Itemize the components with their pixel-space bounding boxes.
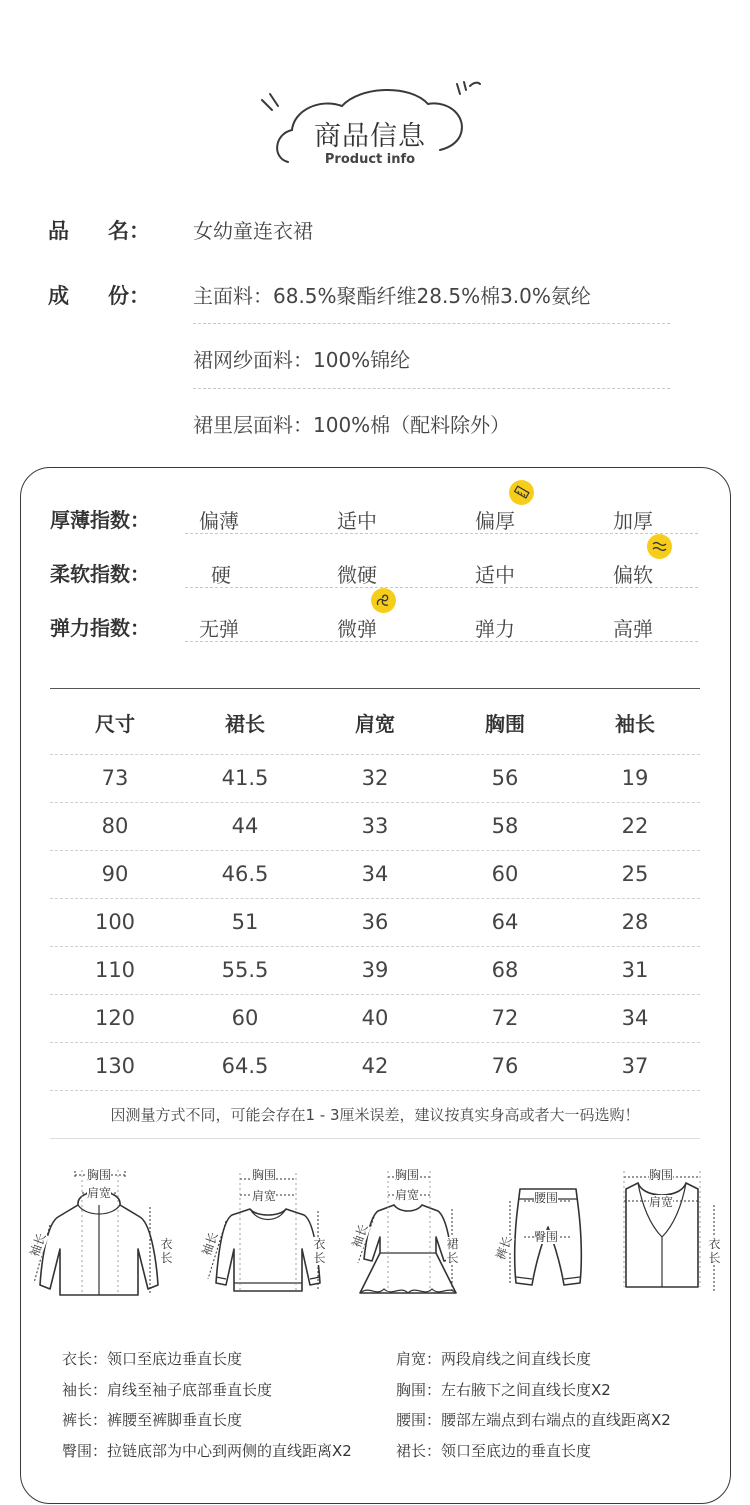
elasticity-option: 弹力 (475, 617, 515, 641)
table-cell: 40 (361, 1006, 389, 1030)
length-label: 衣 长 (708, 1237, 721, 1265)
length-label: 衣 长 (313, 1237, 326, 1265)
table-cell: 64.5 (221, 1054, 269, 1078)
table-cell: 120 (94, 1006, 136, 1030)
table-cell: 68 (491, 958, 519, 982)
waist-label: 腰围 (534, 1191, 559, 1205)
table-cell: 58 (491, 814, 519, 838)
table-cell: 41.5 (221, 766, 269, 790)
table-cell: 60 (491, 862, 519, 886)
vest-icon (612, 1165, 727, 1300)
table-row-divider (50, 802, 700, 803)
pants-length-label: 裤长 (493, 1234, 515, 1262)
divider (185, 587, 698, 588)
chest-label: 胸围 (649, 1168, 674, 1182)
ruler-icon (509, 480, 534, 505)
table-cell: 90 (101, 862, 129, 886)
hip-label: 臀围 (534, 1230, 559, 1244)
table-cell: 31 (621, 958, 649, 982)
column-header-skirt-length: 裙长 (225, 712, 265, 736)
dress-icon (350, 1165, 480, 1300)
table-row-divider (50, 946, 700, 947)
composition-main: 主面料：68.5%聚酯纤维28.5%棉3.0%氨纶 (193, 284, 591, 308)
softness-option: 适中 (475, 563, 515, 587)
divider (193, 388, 670, 389)
spring-icon (371, 588, 396, 613)
shoulder-label: 肩宽 (87, 1186, 112, 1200)
sleeve-label: 袖长 (349, 1222, 371, 1250)
divider (193, 323, 670, 324)
table-cell: 130 (94, 1054, 136, 1078)
chest-label: 胸围 (87, 1168, 112, 1182)
table-cell: 34 (361, 862, 389, 886)
length-label: 裙 长 (446, 1237, 459, 1265)
thickness-option-selected: 偏厚 (475, 509, 515, 533)
dress-diagram (350, 1165, 480, 1300)
definition-shoulder: 肩宽：两段肩线之间直线长度 (396, 1350, 592, 1368)
chest-label: 胸围 (252, 1168, 277, 1182)
column-header-sleeve: 袖长 (615, 712, 655, 736)
elasticity-option-selected: 微弹 (337, 617, 377, 641)
table-cell: 36 (361, 910, 389, 934)
table-cell: 33 (361, 814, 389, 838)
header-title: 商品信息 (314, 121, 426, 152)
table-row-divider (50, 754, 700, 755)
thickness-option: 偏薄 (199, 509, 239, 533)
table-cell: 25 (621, 862, 649, 886)
table-cell: 34 (621, 1006, 649, 1030)
wave-icon (647, 534, 672, 559)
table-cell: 110 (94, 958, 136, 982)
header-subtitle: Product info (324, 152, 416, 167)
size-table-top-rule (50, 688, 700, 689)
table-cell: 39 (361, 958, 389, 982)
pants-diagram (490, 1165, 600, 1300)
table-row-divider (50, 850, 700, 851)
table-cell: 28 (621, 910, 649, 934)
table-cell: 42 (361, 1054, 389, 1078)
definition-garment-length: 衣长：领口至底边垂直长度 (62, 1350, 243, 1368)
table-cell: 55.5 (221, 958, 269, 982)
composition-lining: 裙里层面料：100%棉（配料除外） (193, 413, 511, 437)
definition-skirt-length: 裙长：领口至底边的垂直长度 (396, 1442, 592, 1460)
composition-mesh: 裙网纱面料：100%锦纶 (193, 348, 411, 372)
table-cell: 56 (491, 766, 519, 790)
table-cell: 60 (231, 1006, 259, 1030)
elasticity-option: 高弹 (613, 617, 653, 641)
sleeve-label: 袖长 (199, 1230, 221, 1258)
jacket-diagram (27, 1165, 173, 1300)
vest-diagram (612, 1165, 727, 1300)
divider (50, 1138, 700, 1139)
table-cell: 22 (621, 814, 649, 838)
divider (185, 533, 698, 534)
measurement-note: 因测量方式不同，可能会存在1 - 3厘米误差，建议按真实身高或者大一码选购！ (110, 1106, 640, 1124)
sweater-diagram (200, 1165, 340, 1300)
softness-index-label: 柔软指数： (50, 562, 150, 586)
definition-pants-length: 裤长：裤腰至裤脚垂直长度 (62, 1411, 243, 1429)
softness-option: 硬 (211, 563, 231, 587)
shoulder-label: 肩宽 (649, 1195, 674, 1209)
column-header-chest: 胸围 (485, 712, 525, 736)
table-cell: 37 (621, 1054, 649, 1078)
definition-chest: 胸围：左右腋下之间直线长度X2 (396, 1381, 611, 1399)
column-header-size: 尺寸 (95, 712, 135, 736)
table-cell: 64 (491, 910, 519, 934)
table-row-divider (50, 994, 700, 995)
sleeve-label: 袖长 (27, 1231, 49, 1259)
table-cell: 76 (491, 1054, 519, 1078)
shoulder-label: 肩宽 (395, 1188, 420, 1202)
chest-label: 胸围 (395, 1168, 420, 1182)
softness-option: 微硬 (337, 563, 377, 587)
definition-hip: 臀围：拉链底部为中心到两侧的直线距离X2 (62, 1442, 352, 1460)
sweater-icon (200, 1165, 340, 1300)
definition-waist: 腰围：腰部左端点到右端点的直线距离X2 (396, 1411, 671, 1429)
table-row-divider (50, 898, 700, 899)
table-cell: 51 (231, 910, 259, 934)
table-row-divider (50, 1042, 700, 1043)
softness-option-selected: 偏软 (613, 563, 653, 587)
table-cell: 73 (101, 766, 129, 790)
table-cell: 32 (361, 766, 389, 790)
thickness-option: 加厚 (613, 509, 653, 533)
name-value: 女幼童连衣裙 (193, 219, 313, 243)
table-cell: 100 (94, 910, 136, 934)
table-cell: 44 (231, 814, 259, 838)
column-header-shoulder: 肩宽 (355, 712, 395, 736)
length-label: 衣 长 (160, 1237, 173, 1265)
table-cell: 80 (101, 814, 129, 838)
table-row-divider (50, 1090, 700, 1091)
table-cell: 19 (621, 766, 649, 790)
elasticity-index-label: 弹力指数： (50, 616, 150, 640)
shoulder-label: 肩宽 (252, 1189, 277, 1203)
definition-sleeve-length: 袖长：肩线至袖子底部垂直长度 (62, 1381, 273, 1399)
divider (185, 641, 698, 642)
table-cell: 72 (491, 1006, 519, 1030)
product-info-header (0, 70, 750, 180)
elasticity-option: 无弹 (199, 617, 239, 641)
thickness-option: 适中 (337, 509, 377, 533)
thickness-index-label: 厚薄指数： (50, 508, 150, 532)
table-cell: 46.5 (221, 862, 269, 886)
